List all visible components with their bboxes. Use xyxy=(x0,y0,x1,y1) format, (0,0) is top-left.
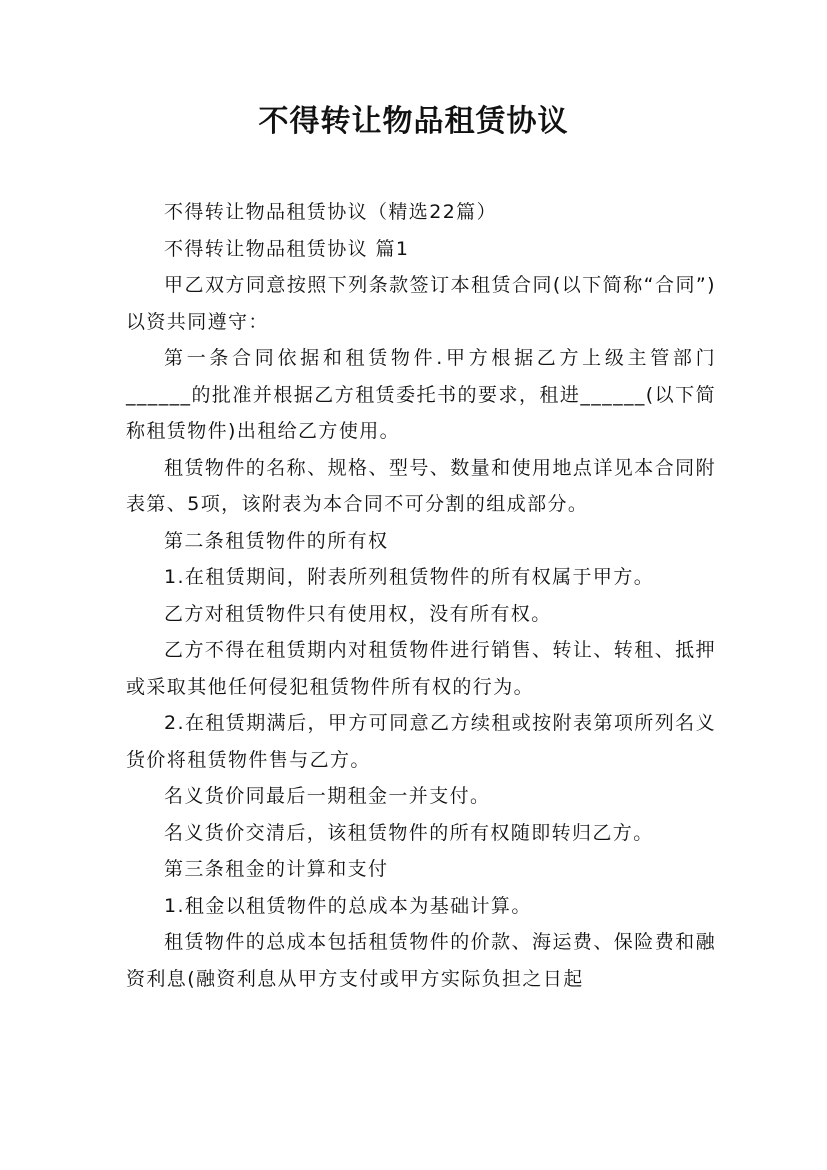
paragraph: 名义货价同最后一期租金一并支付。 xyxy=(164,785,491,807)
paragraph: 甲乙双方同意按照下列条款签订本租赁合同(以下简称“合同”)以资共同遵守： xyxy=(126,274,716,333)
document-body xyxy=(126,194,716,997)
paragraph: 1.租金以租赁物件的总成本为基础计算。 xyxy=(164,894,532,917)
paragraph: 不得转让物品租赁协议 篇1 xyxy=(164,237,410,260)
paragraph: 第三条租金的计算和支付 xyxy=(164,858,389,880)
paragraph: 租赁物件的总成本包括租赁物件的价款、海运费、保险费和融资利息(融资利息从甲方支付或甲方实际负担之日起 xyxy=(126,931,716,990)
paragraph: 2.在租赁期满后，甲方可同意乙方续租或按附表第项所列名义货价将租赁物件售与乙方。 xyxy=(126,712,716,771)
paragraph: 第一条合同依据和租赁物件.甲方根据乙方上级主管部门______的批准并根据乙方租赁委托书的要求，租进______(以下简称租赁物件)出租给乙方使用。 xyxy=(126,347,716,442)
document-title: 不得转让物品租赁协议 xyxy=(258,104,569,139)
paragraph: 第二条租赁物件的所有权 xyxy=(164,529,389,552)
paragraph: 名义货价交清后，该租赁物件的所有权随即转归乙方。 xyxy=(164,821,654,844)
paragraph: 乙方对租赁物件只有使用权，没有所有权。 xyxy=(164,602,552,625)
paragraph: 租赁物件的名称、规格、型号、数量和使用地点详见本合同附表第、5项，该附表为本合同不可分割的组成部分。 xyxy=(126,456,716,515)
paragraph: 不得转让物品租赁协议（精选22篇） xyxy=(164,201,497,223)
paragraph: 乙方不得在租赁期内对租赁物件进行销售、转让、转租、抵押或采取其他任何侵犯租赁物件所有权的行为。 xyxy=(126,639,716,698)
paragraph: 1.在租赁期间，附表所列租赁物件的所有权属于甲方。 xyxy=(164,566,655,588)
